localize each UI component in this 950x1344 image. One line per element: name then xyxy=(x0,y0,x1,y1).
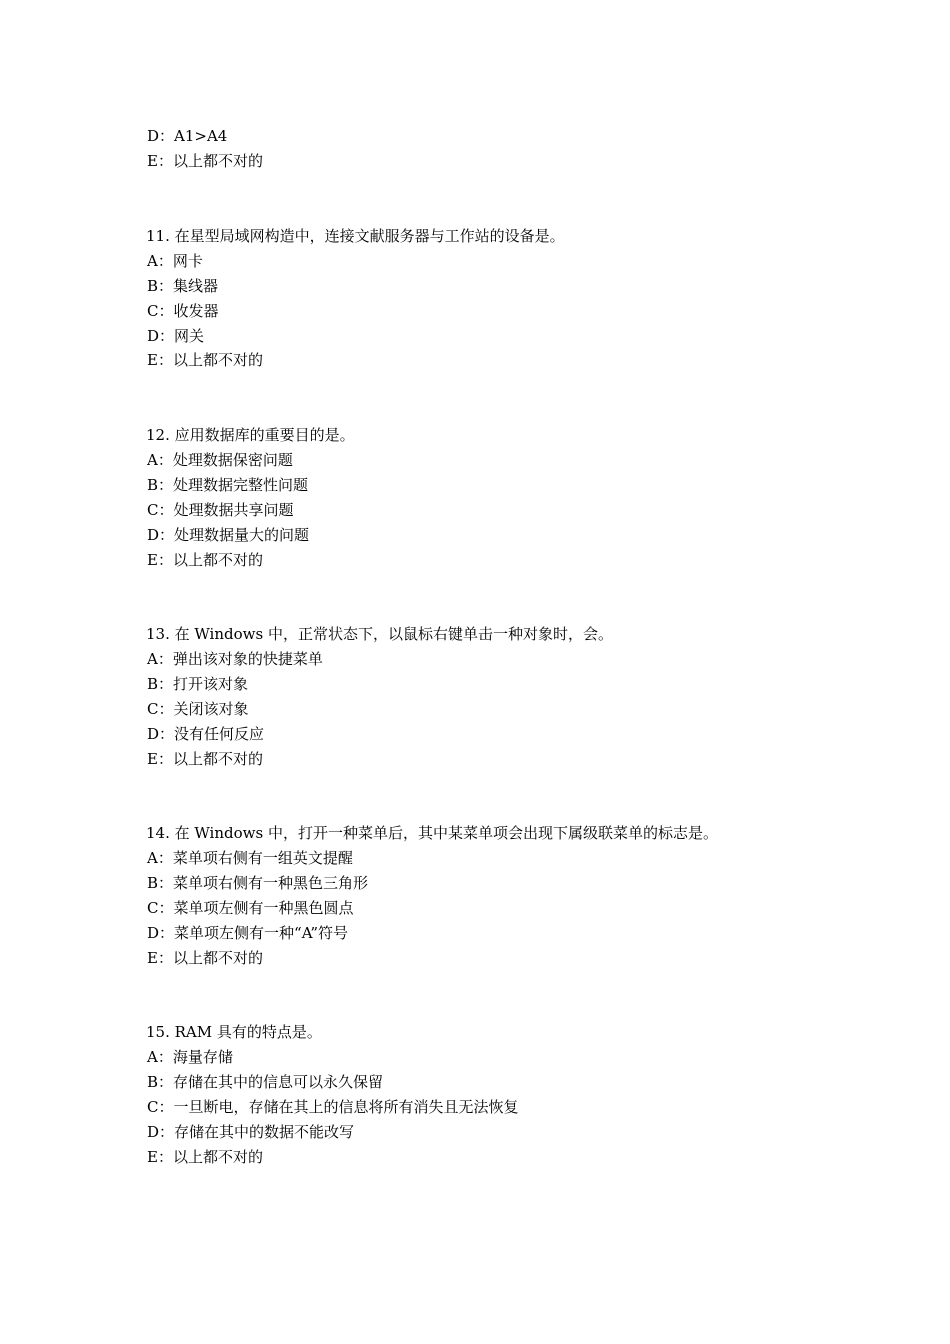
option-line: A：海量存储 xyxy=(147,1048,233,1066)
option-line: E：以上都不对的 xyxy=(147,351,263,369)
option-line: C：关闭该对象 xyxy=(147,700,249,718)
option-line: B：集线器 xyxy=(147,277,219,295)
option-line: A：网卡 xyxy=(147,252,203,270)
question-text: 14. 在 Windows 中，打开一种菜单后，其中某菜单项会出现下属级联菜单的标志是。 xyxy=(146,824,718,842)
option-line: E：以上都不对的 xyxy=(147,750,263,768)
option-line: D：没有任何反应 xyxy=(147,725,265,743)
option-line: C：处理数据共享问题 xyxy=(147,501,294,519)
option-line: E：以上都不对的 xyxy=(147,1148,263,1166)
option-line: C：菜单项左侧有一种黑色圆点 xyxy=(147,899,354,917)
option-line: B：菜单项右侧有一种黑色三角形 xyxy=(147,874,369,892)
option-line: B：处理数据完整性问题 xyxy=(147,476,309,494)
question-text: 11. 在星型局域网构造中，连接文献服务器与工作站的设备是。 xyxy=(146,227,565,245)
option-line: E：以上都不对的 xyxy=(147,152,263,170)
option-line: B：存储在其中的信息可以永久保留 xyxy=(147,1073,384,1091)
option-line: D：A1>A4 xyxy=(147,127,228,145)
option-line: E：以上都不对的 xyxy=(147,551,263,569)
option-line: A：处理数据保密问题 xyxy=(147,451,293,469)
question-text: 13. 在 Windows 中，正常状态下，以鼠标右键单击一种对象时，会。 xyxy=(146,625,613,643)
option-line: D：菜单项左侧有一种“A”符号 xyxy=(147,924,348,942)
option-line: C：收发器 xyxy=(147,302,219,320)
option-line: A：弹出该对象的快捷菜单 xyxy=(147,650,323,668)
option-line: D：处理数据量大的问题 xyxy=(147,526,310,544)
option-line: A：菜单项右侧有一组英文提醒 xyxy=(147,849,353,867)
option-line: C：一旦断电，存储在其上的信息将所有消失且无法恢复 xyxy=(147,1098,519,1116)
option-line: E：以上都不对的 xyxy=(147,949,263,967)
question-text: 12. 应用数据库的重要目的是。 xyxy=(146,426,355,444)
option-line: B：打开该对象 xyxy=(147,675,249,693)
question-text: 15. RAM 具有的特点是。 xyxy=(146,1023,322,1041)
option-line: D：网关 xyxy=(147,327,205,345)
option-line: D：存储在其中的数据不能改写 xyxy=(147,1123,355,1141)
